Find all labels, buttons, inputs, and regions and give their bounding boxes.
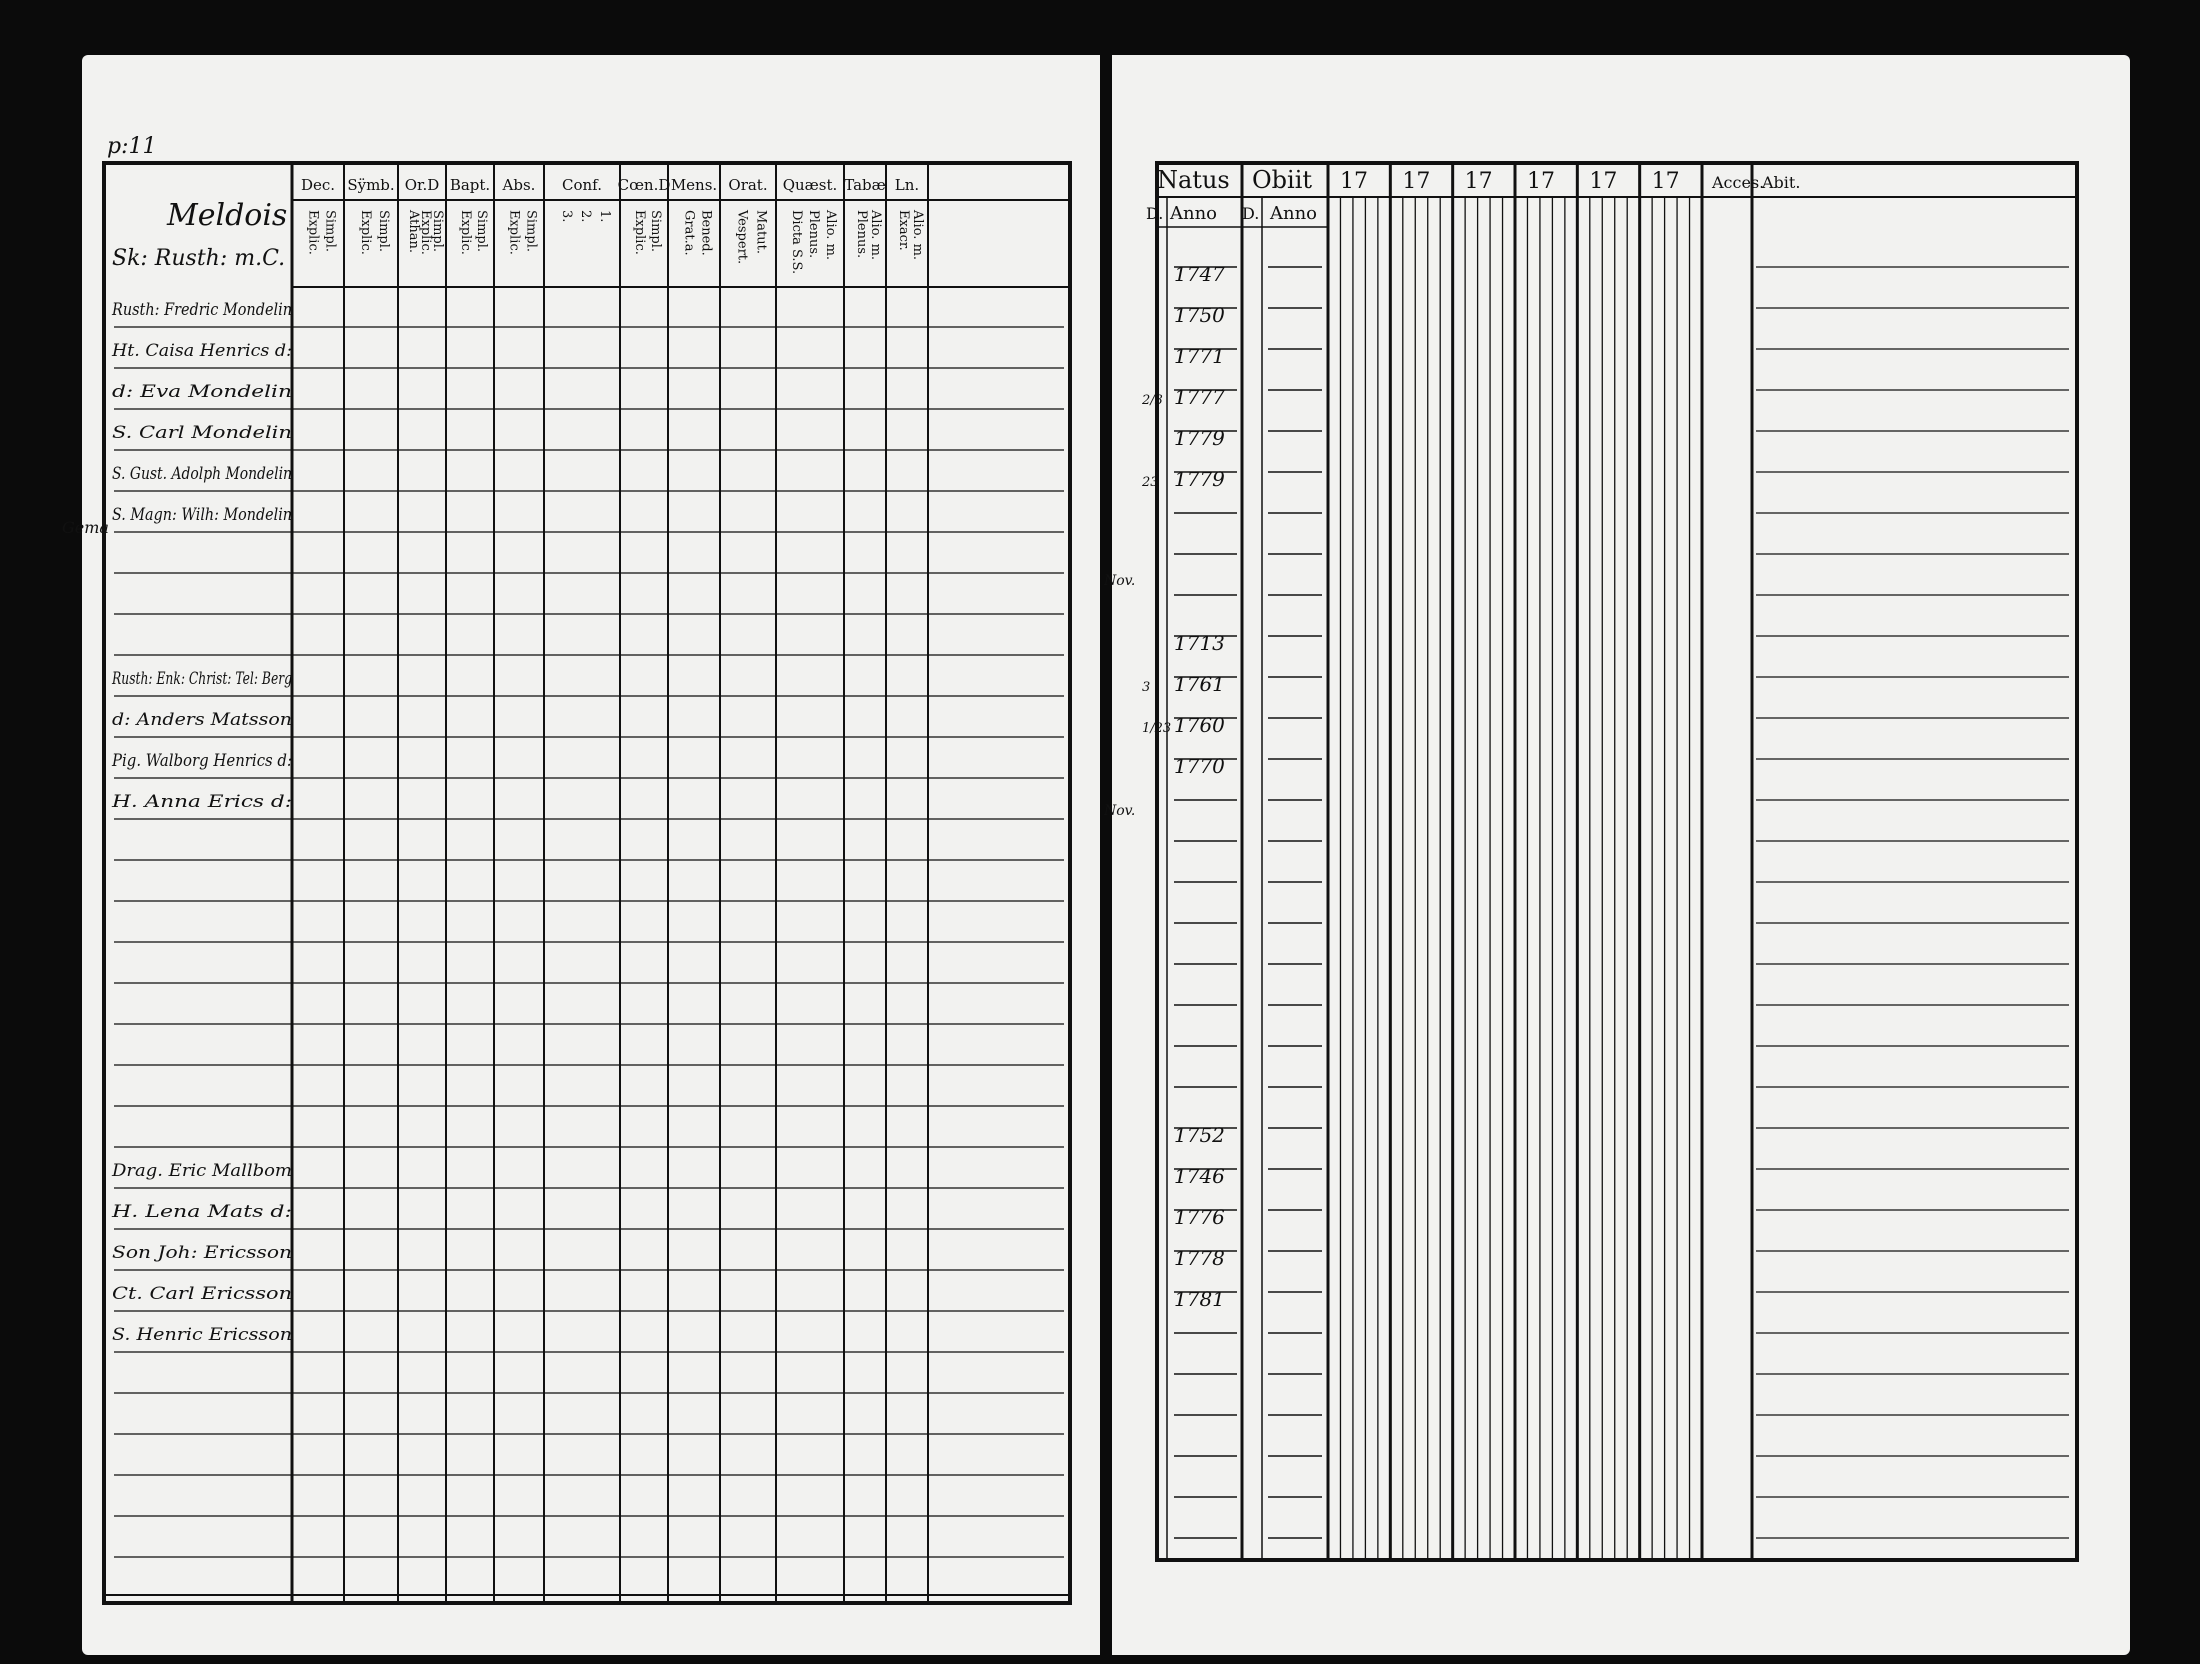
- name-entry: d: Eva Mondelin: [112, 382, 292, 402]
- right-ledger-page: [1104, 55, 2130, 1655]
- col-header-10: Quæst.: [782, 176, 838, 194]
- name-entry: S. Carl Mondelin: [112, 423, 292, 443]
- col-header-1: Dec.: [300, 176, 336, 194]
- year-header: 17: [1340, 169, 1368, 194]
- birth-year: 1779: [1174, 467, 1225, 491]
- name-entry: H. Anna Erics d:: [110, 792, 293, 812]
- name-entry: d: Anders Matsson: [112, 710, 292, 730]
- col-header-4: Bapt.: [449, 176, 491, 194]
- col-header-5: Abs.: [502, 176, 536, 194]
- col-subheader: Athan.: [406, 210, 421, 254]
- name-entry: Ht. Caisa Henrics d:: [110, 341, 293, 361]
- col-subheader: Simpl.: [474, 210, 489, 253]
- obiit-anno-header: Anno: [1270, 203, 1318, 224]
- col-subheader: 1.: [597, 210, 612, 223]
- col-subheader: Bened.: [698, 210, 714, 256]
- col-subheader: Simpl.: [523, 210, 539, 253]
- year-header: 17: [1589, 169, 1618, 194]
- name-entry: S. Magn: Wilh: Mondelin: [112, 505, 292, 525]
- name-entry: S. Henric Ericsson: [112, 1325, 292, 1345]
- margin-note-nov-1: Nov.: [1104, 573, 1136, 589]
- natus-day-header: D.: [1146, 204, 1164, 223]
- col-header-3: Or.D: [404, 176, 440, 194]
- birth-day: 23: [1142, 475, 1159, 490]
- birth-year: 1771: [1174, 344, 1225, 368]
- name-entry: Rusth: Enk: Christ: Tel: Berg: [111, 669, 293, 689]
- col-subheader: Explic.: [418, 210, 433, 255]
- birth-year: 1746: [1174, 1164, 1225, 1188]
- col-subheader: Explic.: [305, 210, 321, 255]
- year-header: 17: [1402, 169, 1431, 194]
- birth-year: 1778: [1174, 1246, 1225, 1270]
- name-entry: Rusth: Fredric Mondelin: [111, 300, 292, 320]
- birth-year: 1776: [1174, 1205, 1225, 1229]
- birth-year: 1779: [1174, 426, 1225, 450]
- birth-year: 1752: [1174, 1123, 1225, 1147]
- col-subheader: Exacr.: [896, 210, 911, 251]
- col-subheader: Plenus.: [854, 210, 869, 259]
- col-subheader: Alio. m.: [868, 210, 883, 261]
- birth-day: 1/23: [1142, 721, 1172, 736]
- col-header-6: Conf.: [562, 176, 602, 194]
- col-subheader: 3.: [559, 210, 574, 223]
- natus-anno-header: Anno: [1170, 203, 1218, 224]
- birth-year: 1777: [1174, 385, 1225, 409]
- col-header-8: Mens.: [670, 176, 718, 194]
- col-subheader: Vespert.: [734, 210, 750, 265]
- col-subheader: Simpl.: [430, 210, 445, 253]
- year-header: 17: [1651, 169, 1680, 194]
- col-subheader: Simpl.: [648, 210, 663, 253]
- left-ledger-grid: [62, 55, 1100, 1655]
- col-subheader: Grat.a.: [681, 210, 697, 256]
- natus-header: Natus: [1157, 166, 1230, 194]
- col-header-11: Tabæ: [844, 176, 886, 194]
- margin-note: Gema: [62, 518, 109, 537]
- right-table-border: [1157, 163, 2077, 1560]
- year-header: 17: [1527, 169, 1555, 194]
- birth-day: 3: [1142, 680, 1151, 695]
- col-header-2: Sÿmb.: [347, 176, 395, 194]
- birth-day: 2/3: [1142, 393, 1163, 408]
- birth-year: 1770: [1174, 754, 1225, 778]
- left-table-border: [104, 163, 1070, 1603]
- col-subheader: Simpl.: [376, 210, 391, 253]
- year-header: 17: [1464, 169, 1493, 194]
- margin-note-nov-2: Nov.: [1104, 803, 1136, 819]
- col-subheader: Explic.: [458, 210, 473, 255]
- col-header-7: Cœn.D: [617, 176, 671, 194]
- left-ledger-page: [62, 55, 1100, 1655]
- col-subheader: Alio. m.: [910, 210, 925, 261]
- name-entry: Son Joh: Ericsson: [112, 1243, 292, 1263]
- name-entry: Ct. Carl Ericsson: [112, 1284, 292, 1304]
- birth-year: 1713: [1174, 631, 1225, 655]
- right-ledger-grid: [1104, 55, 2130, 1655]
- page-number: p:11: [107, 134, 157, 159]
- col-header-12: Ln.: [894, 176, 920, 194]
- obiit-day-header: D.: [1242, 204, 1260, 223]
- col-subheader: 2.: [578, 210, 593, 223]
- village-title: Meldois: [167, 198, 288, 233]
- col-subheader: Explic.: [358, 210, 373, 255]
- abiit-header: Abit.: [1762, 173, 1801, 192]
- col-subheader: Dicta S.S.: [789, 210, 804, 275]
- birth-year: 1781: [1174, 1287, 1225, 1311]
- name-entry: Drag. Eric Mallbom: [110, 1161, 292, 1181]
- col-subheader: Alio. m.: [823, 210, 838, 261]
- name-entry: S. Gust. Adolph Mondelin: [112, 464, 292, 484]
- name-entry: Pig. Walborg Henrics d:: [111, 751, 292, 771]
- col-subheader: Plenus.: [806, 210, 821, 259]
- name-entry: H. Lena Mats d:: [110, 1202, 293, 1222]
- village-subtitle: Sk: Rusth: m.C.: [112, 246, 286, 271]
- birth-year: 1761: [1174, 672, 1225, 696]
- col-subheader: Explic.: [506, 210, 522, 255]
- col-subheader: Matut.: [753, 210, 769, 255]
- birth-year: 1750: [1174, 303, 1225, 327]
- col-subheader: Simpl.: [322, 210, 338, 253]
- birth-year: 1747: [1174, 262, 1225, 286]
- col-header-9: Orat.: [728, 176, 768, 194]
- birth-year: 1760: [1174, 713, 1225, 737]
- obiit-header: Obiit: [1252, 166, 1313, 194]
- col-subheader: Explic.: [632, 210, 647, 255]
- accessit-header: Acces.: [1712, 173, 1765, 192]
